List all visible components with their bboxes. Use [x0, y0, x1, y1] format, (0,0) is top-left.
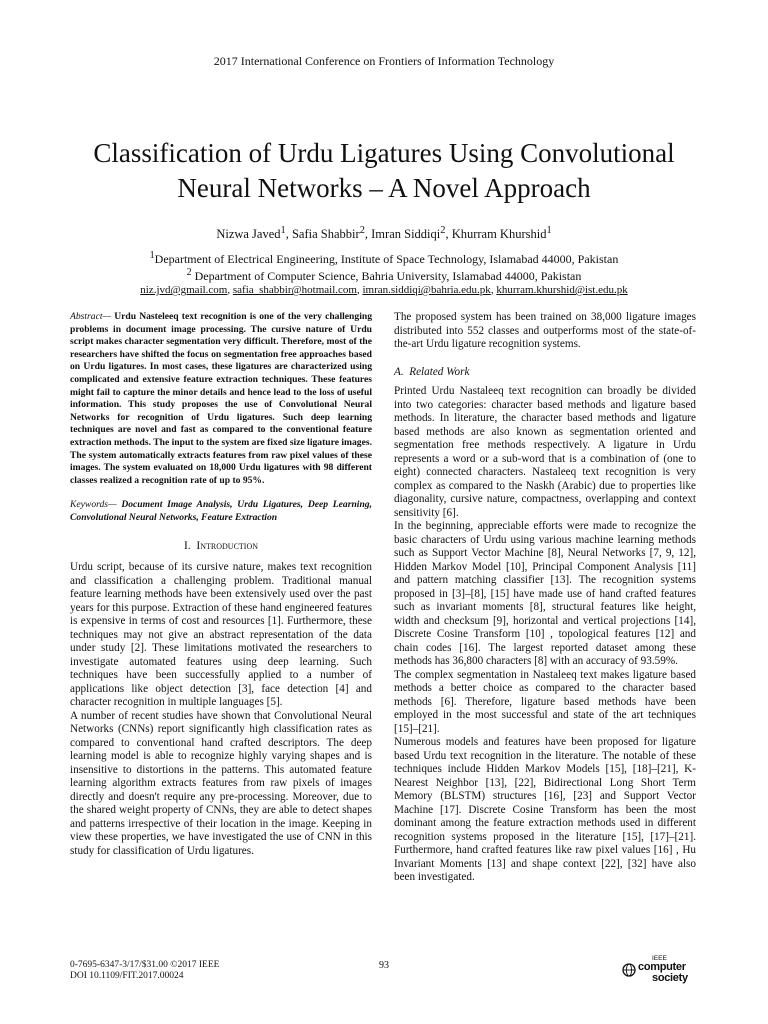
right-column: [394, 311, 696, 885]
author-name: Khurram Khurshid: [451, 227, 547, 242]
globe-icon: [622, 963, 636, 977]
email-list: niz.jvd@gmail.com, safia_shabbir@hotmail.com, imran.siddiqi@bahria.edu.pk, khurram.khurshid@ist.edu.pk: [140, 284, 628, 296]
paragraph: Printed Urdu Nastaleeq text recognition can broadly be divided into two categories: character based methods and ligature based methods. In literature, the character based methods and ligature based methods are also known as segmentation oriented and segmentation free methods respectively. A ligature in Urdu represents a word or a sub-word that is a combination of (one to eight) connected characters. Nastaleeq text recognition is very complex as compared to the Naskh (Arabic) due to properties like diagonality, cursive nature, compactness, overlapping and context sensitivity [6].: [394, 385, 696, 519]
subsection-number: A.: [394, 365, 404, 378]
email-link[interactable]: niz.jvd@gmail.com: [140, 284, 228, 296]
paragraph: The proposed system has been trained on 38,000 ligature images distributed into 552 classes and outperforms most of the state-of-the-art Urdu ligature recognition systems.: [394, 311, 696, 350]
affil-mark: 2: [186, 267, 192, 278]
email-link[interactable]: imran.siddiqi@bahria.edu.pk: [362, 284, 491, 296]
author-list: Nizwa Javed$^1$, Safia Shabbir$^2$, Imran Siddiqi$^2$, Khurram Khurshid$^1$: [216, 225, 552, 242]
affil-mark: 1: [149, 250, 155, 261]
logo-line-1: computer: [638, 961, 686, 973]
ieee-computer-society-logo: [622, 955, 712, 989]
paragraph: A number of recent studies have shown that Convolutional Neural Networks (CNNs) report significantly high classification rates as compared to conventional hand crafted descriptors. The deep learning model is able to recognize highly varying shapes and is insensitive to distortions in the patterns. This automated feature learning algorithm extracts features from raw pixels of images directly and doesn't require any pre-processing. Moreover, due to the shared weight property of CNNs, they are able to detect shapes and patterns irrespective of their location in the image. Keeping in view these properties, we have investigated the use of CNN in this study for classification of Urdu ligatures.: [70, 709, 372, 857]
abstract-text: Urdu Nasteleeq text recognition is one of the very challenging problems in document image processing. The cursive nature of Urdu script makes character segmentation very difficult. Therefore, most of the researchers have shifted the focus on segmentation free approaches based on Urdu ligatures. In most cases, these ligatures are characterized using complicated and extensive feature extraction techniques. These features might fail to capture the minor details and hence lead to the loss of useful information. This study proposes the use of Convolutional Neural Networks for recognition of Urdu ligatures. Such deep learning techniques are novel and fast as compared to the conventional feature extraction methods. The input to the system are fixed size ligature images. The system automatically extracts features from raw pixel values of these images. The system evaluated on 18,000 Urdu ligatures with 98 different classes realized a recognition rate of up to 95%.: [70, 311, 372, 486]
paragraph: In the beginning, appreciable efforts were made to recognize the basic characters of Urdu using various machine learning methods such as Support Vector Machine [8], Neural Networks [7, 9, 12], Hidden Markov Model [10], Principal Component Analysis [11] and pattern matching classifier [13]. The recognition systems proposed in [3]–[8], [15] have made use of hand crafted features such as invariant moments [8], structural features like height, width and checksum [9], horizontal and vertical projections [14], Discrete Cosine Transform [10] , topological features [12] and chain codes [16]. The largest reported dataset among these methods has 36,800 characters [8] with an accuracy of 93.59%.: [394, 520, 696, 667]
paper-title: [40, 136, 728, 206]
paragraph: The complex segmentation in Nastaleeq text makes ligature based methods a better choice as compared to the character based methods [6]. Therefore, ligature based methods have been employed in the most successful and state of the art techniques [15]–[21].: [394, 668, 696, 735]
title-line-1: Classification of Urdu Ligatures Using Convolutional: [93, 138, 675, 168]
section-heading-introduction: [70, 540, 372, 554]
author-affil-mark: 2: [440, 225, 446, 236]
keywords-text: Document Image Analysis, Urdu Ligatures, Deep Learning, Convolutional Neural Networks, Feature Extraction: [70, 499, 372, 523]
affiliation-2: [0, 267, 768, 284]
isbn-line: 0-7695-6347-3/17/$31.00 ©2017 IEEE: [70, 960, 220, 970]
author-name: Safia Shabbir: [291, 227, 360, 242]
email-link[interactable]: safia_shabbir@hotmail.com: [232, 284, 357, 296]
author-name: Nizwa Javed: [216, 227, 281, 242]
affiliation-1: [0, 250, 768, 267]
paragraph: Urdu script, because of its cursive nature, makes text recognition and classification a challenging problem. Traditional manual feature learning methods have been extensively used over the past years for this purpose. Extraction of these hand engineered features is expensive in terms of cost and resources [1]. Furthermore, these techniques may not give an abstract representation of the data under study [2]. These limitations motivated the researchers to investigate automated features using deep learning. Such techniques have been successfully applied to a number of applications like object detection [3], face detection [4] and character recognition in multiple languages [5].: [70, 561, 372, 708]
affil-text: Department of Computer Science, Bahria University, Islamabad 44000, Pakistan: [194, 269, 582, 283]
subsection-title: Related Work: [409, 365, 470, 378]
left-column: [70, 311, 372, 858]
author-name: Imran Siddiqi: [371, 227, 441, 242]
page-number: 93: [379, 960, 389, 971]
author-affil-mark: 1: [280, 225, 286, 236]
keywords: [70, 499, 372, 524]
author-affil-mark: 2: [359, 225, 365, 236]
logo-ieee-text: IEEE: [652, 955, 667, 962]
section-number: I.: [183, 539, 191, 552]
keywords-label: Keywords—: [70, 499, 117, 511]
title-line-2: Neural Networks – A Novel Approach: [177, 173, 591, 203]
paragraph: Numerous models and features have been proposed for ligature based Urdu text recognition in the literature. The notable of these techniques include Hidden Markov Models [15], [18]–[21], K-Nearest Neighbor [13], [22], Bidirectional Long Short Term Memory (BLSTM) structures [16], [23] and Support Vector Machine [17]. Discrete Cosine Transform has been the most dominant among the feature extraction methods used in different recognition systems proposed in the literature [15], [17]–[21]. Furthermore, hand crafted features like raw pixel values [16] , Hu Invariant Moments [13] and shape context [22], [32] have also been investigated.: [394, 736, 696, 883]
section-title: Introduction: [196, 539, 259, 552]
affil-text: Department of Electrical Engineering, Institute of Space Technology, Islamabad 44000, Pakistan: [154, 252, 619, 266]
doi-line: DOI 10.1109/FIT.2017.00024: [70, 971, 184, 981]
subsection-heading-related-work: [394, 366, 696, 380]
conference-header: 2017 International Conference on Frontiers of Information Technology: [213, 54, 555, 68]
abstract-label: Abstract—: [70, 311, 112, 322]
logo-line-2: society: [652, 972, 688, 984]
author-affil-mark: 1: [546, 225, 552, 236]
email-link[interactable]: khurram.khurshid@ist.edu.pk: [496, 284, 628, 296]
abstract: [70, 311, 372, 487]
